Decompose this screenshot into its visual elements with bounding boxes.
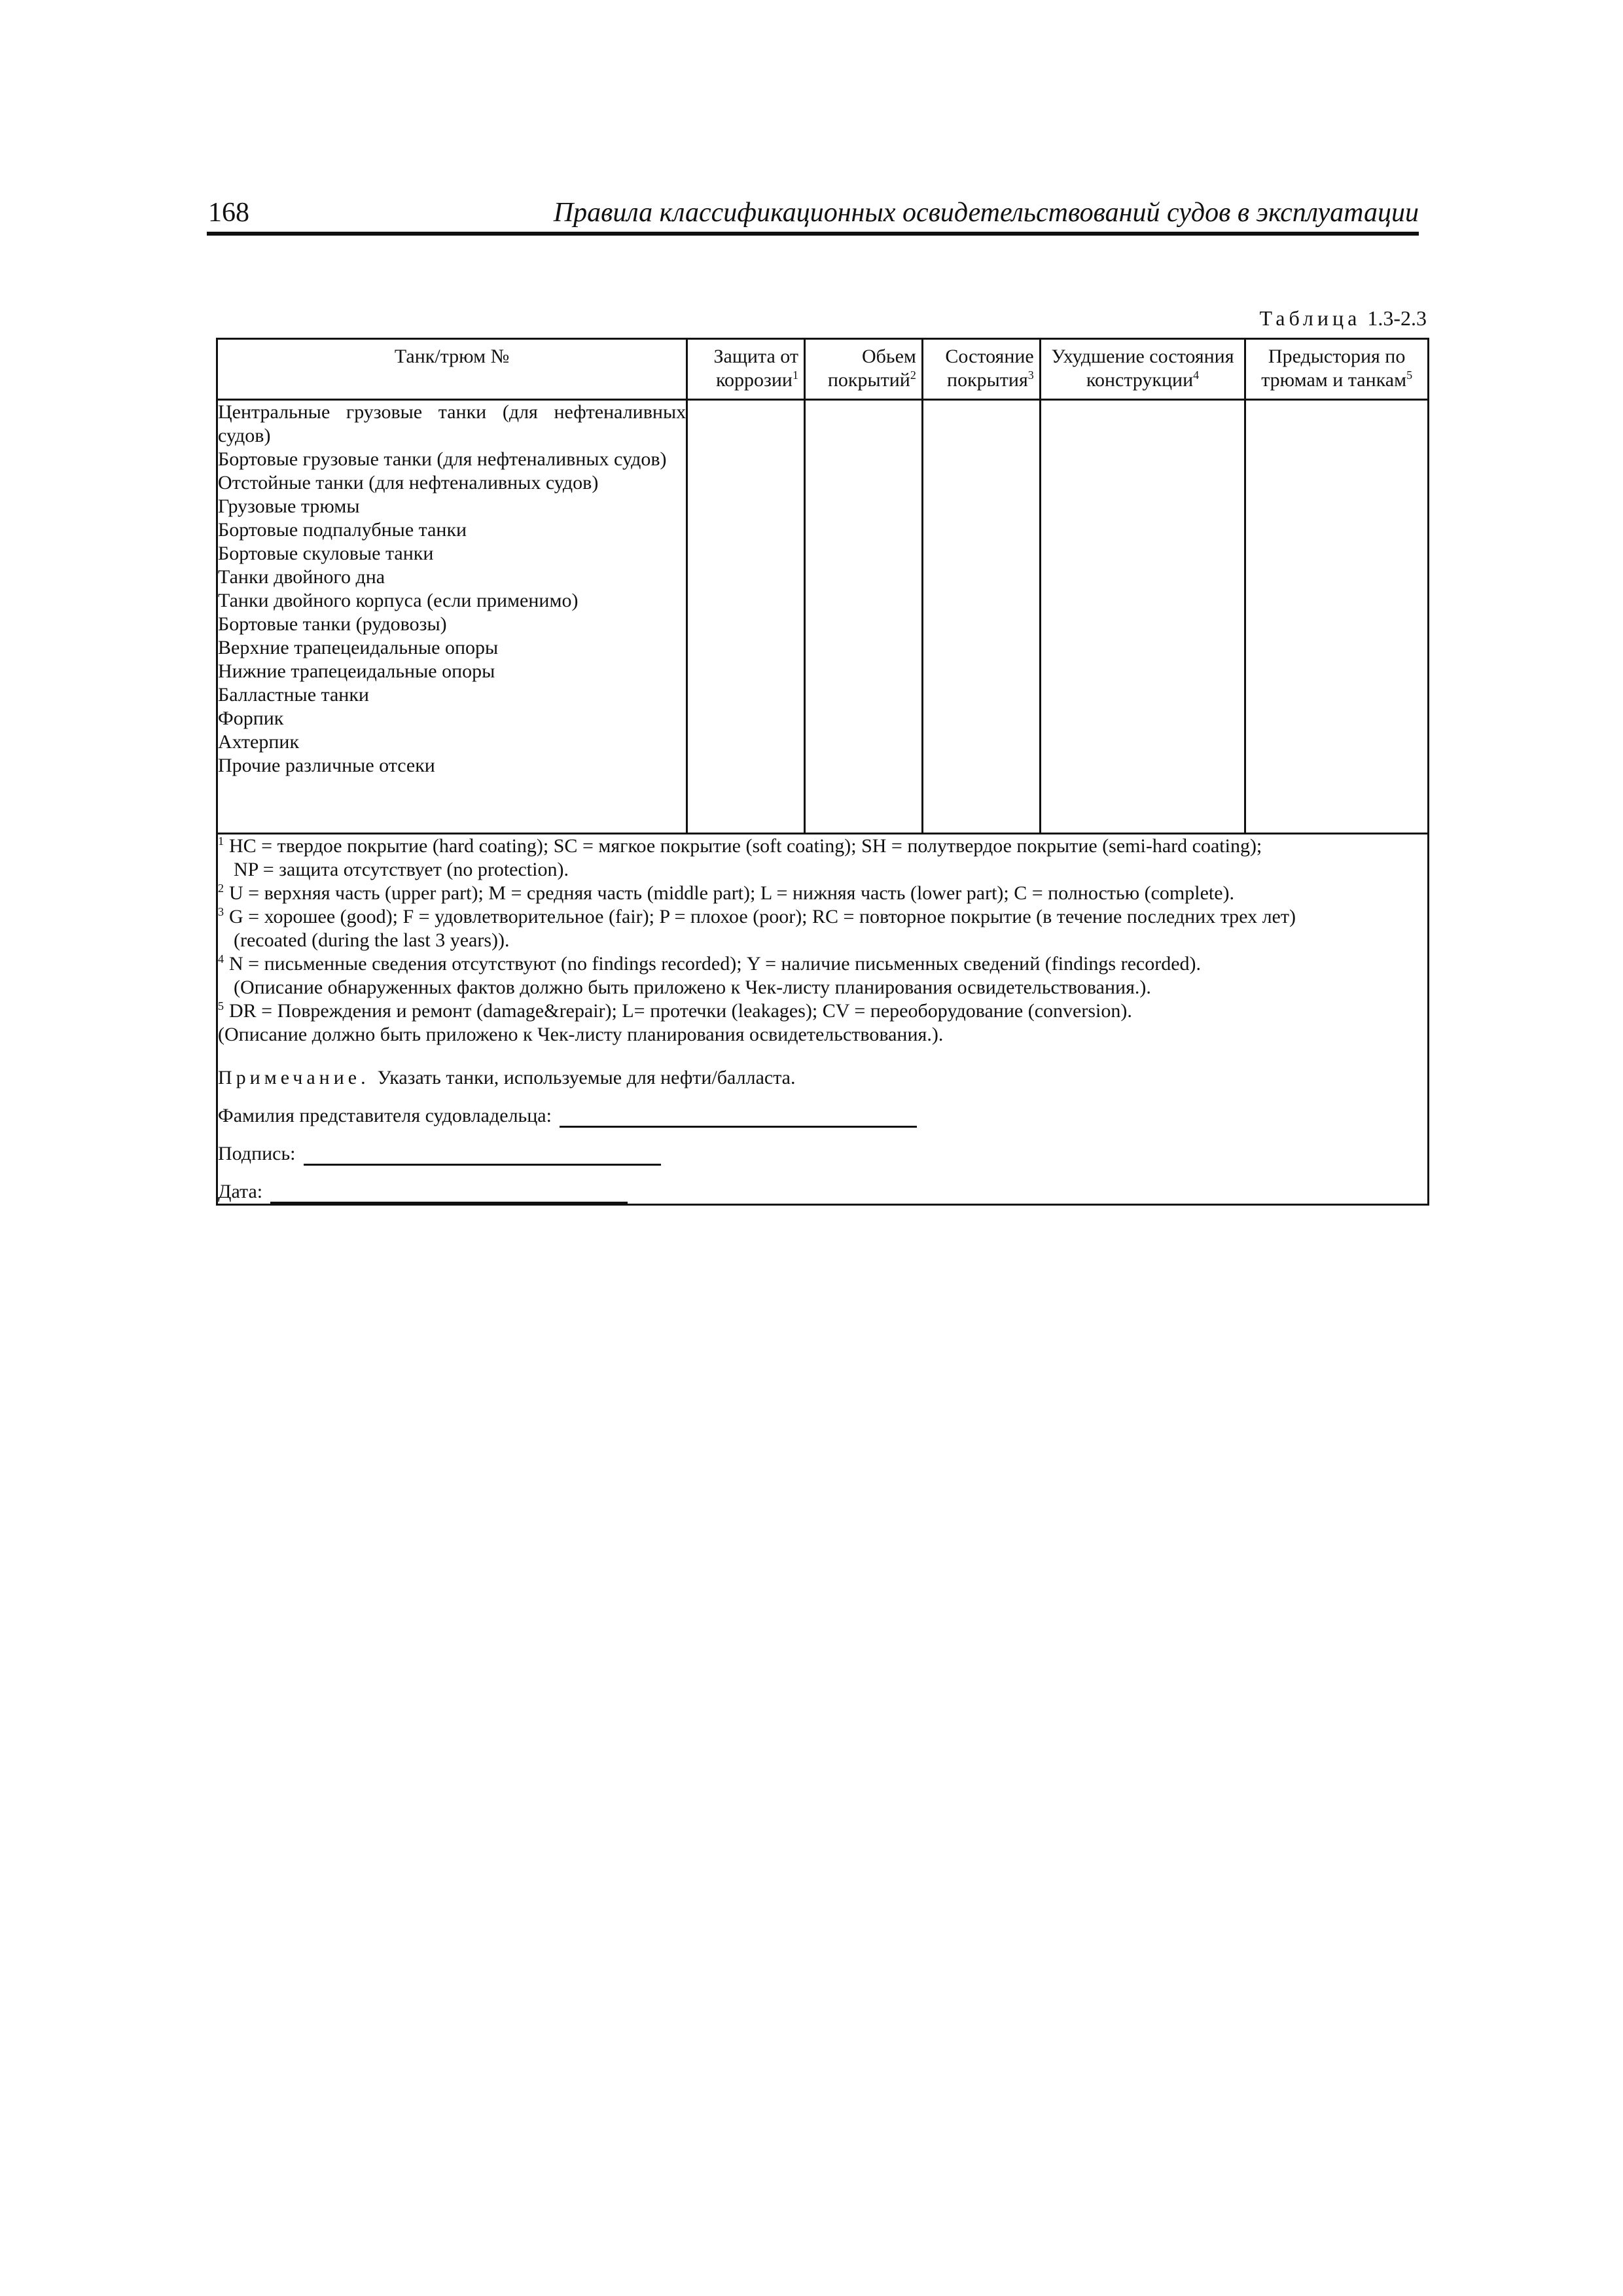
tank-item: Танки двойного корпуса (если применимо)	[218, 590, 579, 611]
owner-rep-label: Фамилия представителя судовладельца:	[218, 1105, 552, 1126]
footnote-3	[218, 905, 1427, 952]
column-header-tank	[217, 339, 687, 400]
tank-item: Прочие различные отсеки	[218, 755, 435, 776]
note-label: Примечание.	[218, 1067, 370, 1088]
footnote-2	[218, 882, 1427, 905]
footnote-text: HC = твердое покрытие (hard coating); SC = мягкое покрытие (soft coating); SH = полутвердое покрытие (semi-hard coating);	[229, 835, 1262, 857]
column-header-label: Танк/трюм №	[394, 346, 510, 367]
tank-item: Грузовые трюмы	[218, 495, 360, 517]
signature-label: Подпись:	[218, 1143, 296, 1164]
tank-item: Танки двойного дна	[218, 566, 385, 588]
note-text: Указать танки, используемые для нефти/балласта.	[377, 1067, 796, 1088]
footnote-continuation: (recoated (during the last 3 years)).	[234, 929, 510, 951]
date-field	[218, 1180, 1427, 1204]
footnote-5	[218, 999, 1427, 1023]
footnote-text: G = хорошее (good); F = удовлетворительное (fair); P = плохое (poor); RC = повторное покрытие (в течение последних трех лет)	[229, 906, 1296, 927]
column-header-label: Ухудшение состояния конструкции	[1051, 346, 1234, 391]
footnote-1	[218, 834, 1427, 882]
note	[218, 1066, 1427, 1090]
tank-item: Форпик	[218, 708, 284, 729]
tank-item: Нижние трапецеидальные опоры	[218, 660, 495, 682]
date-blank[interactable]	[270, 1182, 628, 1204]
notes-row	[217, 834, 1429, 1205]
footnote-text: U = верхняя часть (upper part); M = средняя часть (middle part); L = нижняя часть (lower part); C = полностью (complete).	[229, 882, 1235, 904]
signature-blank[interactable]	[304, 1144, 661, 1166]
tank-item: Бортовые грузовые танки (для нефтеналивных судов)	[218, 448, 667, 470]
footnote-continuation: (Описание обнаруженных фактов должно быть приложено к Чек-листу планирования освидетельствования.).	[234, 977, 1151, 998]
signature-field	[218, 1142, 1427, 1166]
table-caption-word: Таблица	[1259, 306, 1361, 330]
table-header-row	[217, 339, 1429, 400]
footnote-text: N = письменные сведения отсутствуют (no findings recorded); Y = наличие письменных сведений (findings recorded).	[229, 953, 1201, 975]
footnote-continuation: NP = защита отсутствует (no protection).	[234, 859, 569, 880]
footnote-ref: 2	[910, 368, 916, 382]
column-header-corrosion-protection	[687, 339, 805, 400]
table-caption	[1259, 308, 1427, 329]
tank-item: Бортовые подпалубные танки	[218, 519, 467, 541]
date-label: Дата:	[218, 1181, 263, 1202]
page-number: 168	[208, 198, 249, 228]
table-body-row	[217, 400, 1429, 834]
footnote-ref: 1	[792, 368, 798, 382]
footnote-4	[218, 952, 1427, 999]
tank-item: Ахтерпик	[218, 731, 300, 753]
notes-cell	[217, 834, 1429, 1205]
structural-deterioration-cell[interactable]	[1040, 400, 1245, 834]
owner-rep-blank[interactable]	[560, 1106, 917, 1128]
corrosion-protection-cell[interactable]	[687, 400, 805, 834]
coating-extent-cell[interactable]	[804, 400, 922, 834]
tank-item: Бортовые танки (рудовозы)	[218, 613, 447, 635]
owner-rep-field	[218, 1104, 1427, 1128]
tank-item: Центральные грузовые танки (для нефтеналивных судов)	[218, 401, 687, 446]
column-header-tank-history	[1245, 339, 1429, 400]
tank-item: Бортовые скуловые танки	[218, 543, 434, 564]
footnote-ref: 5	[1406, 368, 1413, 382]
footnote-text: DR = Повреждения и ремонт (damage&repair); L= протечки (leakages); CV = переоборудование (conversion).	[229, 1000, 1132, 1022]
column-header-structural-deterioration	[1040, 339, 1245, 400]
column-header-coating-condition	[922, 339, 1040, 400]
tank-item: Верхние трапецеидальные опоры	[218, 637, 499, 658]
column-header-label: Защита от коррозии	[713, 346, 798, 391]
tank-item: Балластные танки	[218, 684, 369, 706]
footnote-mark: 5	[218, 999, 224, 1013]
column-header-label: Предыстория по трюмам и танкам	[1261, 346, 1407, 391]
coating-condition-cell[interactable]	[922, 400, 1040, 834]
footnote-mark: 2	[218, 882, 224, 895]
survey-table	[216, 338, 1429, 1206]
tank-list-cell	[217, 400, 687, 834]
column-header-label: Обьем покрытий	[827, 346, 916, 391]
footnote-mark: 1	[218, 834, 224, 848]
footnote-mark: 4	[218, 952, 224, 965]
column-header-coating-extent	[804, 339, 922, 400]
tank-history-cell[interactable]	[1245, 400, 1429, 834]
column-header-label: Состояние покрытия	[945, 346, 1034, 391]
footnote-mark: 3	[218, 905, 224, 918]
tank-item: Отстойные танки (для нефтеналивных судов)	[218, 472, 599, 493]
header-rule	[207, 232, 1419, 236]
running-title: Правила классификационных освидетельствований судов в эксплуатации	[553, 198, 1419, 228]
footnote-5-description: (Описание должно быть приложено к Чек-листу планирования освидетельствования.).	[218, 1024, 944, 1045]
footnote-ref: 3	[1027, 368, 1034, 382]
footnote-ref: 4	[1193, 368, 1200, 382]
table-caption-number: 1.3-2.3	[1367, 306, 1427, 330]
